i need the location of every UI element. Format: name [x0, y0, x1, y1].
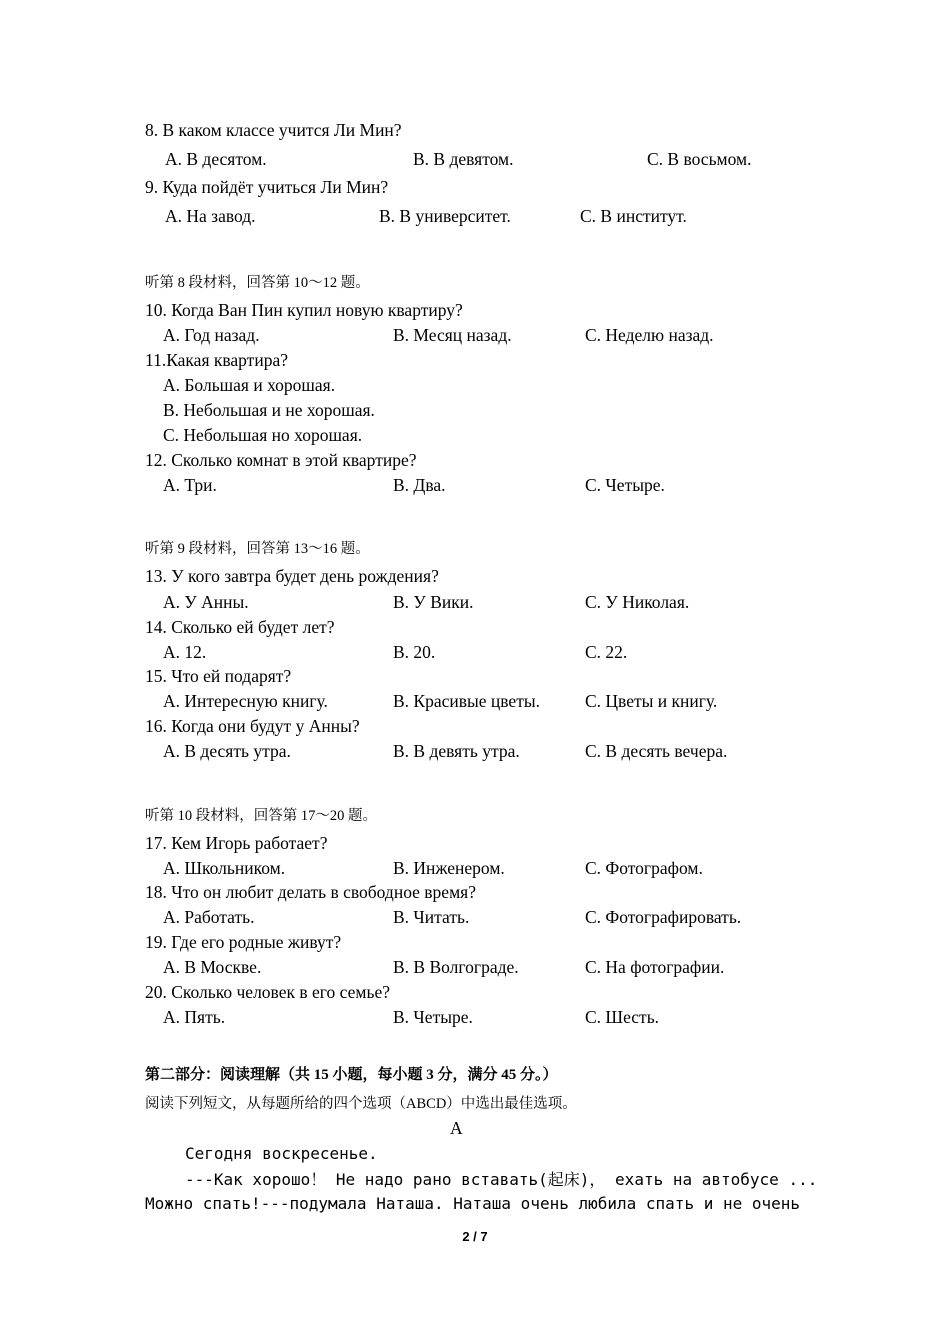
q8-option-b: B. В девятом.: [413, 149, 514, 169]
section-10-instruction: 听第 10 段材料，回答第 17～20 题。: [145, 808, 377, 824]
q9-option-c: C. В институт.: [580, 206, 687, 226]
section-8-instruction: 听第 8 段材料，回答第 10～12 题。: [145, 275, 370, 291]
q19-option-c: C. На фотографии.: [585, 957, 725, 977]
q17-option-a: A. Школьником.: [163, 858, 286, 878]
q10-option-b: B. Месяц назад.: [393, 325, 512, 345]
part-2-instruction: 阅读下列短文，从每题所给的四个选项（ABCD）中选出最佳选项。: [145, 1096, 577, 1112]
q18-option-a: A. Работать.: [163, 907, 255, 927]
q11-option-c: C. Небольшая но хорошая.: [163, 425, 363, 445]
q19-option-a: A. В Москве.: [163, 957, 262, 977]
q8-option-c: C. В восьмом.: [647, 149, 752, 169]
q12-option-b: B. Два.: [393, 475, 446, 495]
q18-option-b: B. Читать.: [393, 907, 470, 927]
q12-option-c: C. Четыре.: [585, 475, 665, 495]
passage-label: A: [450, 1118, 463, 1138]
q14-option-c: C. 22.: [585, 642, 628, 662]
section-9-instruction: 听第 9 段材料，回答第 13～16 题。: [145, 541, 370, 557]
q17-option-c: C. Фотографом.: [585, 858, 703, 878]
q17-option-b: B. Инженером.: [393, 858, 505, 878]
q8-option-a: A. В десятом.: [165, 149, 267, 169]
q10-option-a: A. Год назад.: [163, 325, 260, 345]
part-2-title: 第二部分：阅读理解（共 15 小题，每小题 3 分，满分 45 分。）: [145, 1067, 558, 1083]
question-8: 8. В каком классе учится Ли Мин?: [145, 120, 402, 140]
question-16: 16. Когда они будут у Анны?: [145, 716, 360, 736]
question-10: 10. Когда Ван Пин купил новую квартиру?: [145, 300, 463, 320]
q16-option-a: A. В десять утра.: [163, 741, 291, 761]
q12-option-a: A. Три.: [163, 475, 217, 495]
question-15: 15. Что ей подарят?: [145, 666, 292, 686]
question-12: 12. Сколько комнат в этой квартире?: [145, 450, 417, 470]
passage-line-1: Сегодня воскресенье.: [185, 1144, 378, 1163]
q15-option-c: C. Цветы и книгу.: [585, 691, 718, 711]
q20-option-a: A. Пять.: [163, 1007, 226, 1027]
q16-option-c: C. В десять вечера.: [585, 741, 728, 761]
q14-option-a: A. 12.: [163, 642, 207, 662]
q16-option-b: B. В девять утра.: [393, 741, 520, 761]
q20-option-b: B. Четыре.: [393, 1007, 473, 1027]
question-14: 14. Сколько ей будет лет?: [145, 617, 335, 637]
q9-option-b: B. В университет.: [379, 206, 511, 226]
q19-option-b: B. В Волгограде.: [393, 957, 519, 977]
q13-option-a: A. У Анны.: [163, 592, 249, 612]
question-11: 11.Какая квартира?: [145, 350, 288, 370]
q13-option-b: B. У Вики.: [393, 592, 474, 612]
q10-option-c: C. Неделю назад.: [585, 325, 714, 345]
q18-option-c: C. Фотографировать.: [585, 907, 742, 927]
question-20: 20. Сколько человек в его семье?: [145, 982, 390, 1002]
question-13: 13. У кого завтра будет день рождения?: [145, 566, 439, 586]
page-number: 2 / 7: [462, 1229, 488, 1244]
q9-option-a: A. На завод.: [165, 206, 256, 226]
q14-option-b: B. 20.: [393, 642, 436, 662]
q20-option-c: C. Шесть.: [585, 1007, 660, 1027]
question-18: 18. Что он любит делать в свободное время?: [145, 882, 476, 902]
passage-line-3: Можно спать!---подумала Наташа. Наташа очень любила спать и не очень: [145, 1194, 801, 1213]
question-17: 17. Кем Игорь работает?: [145, 833, 328, 853]
q15-option-b: B. Красивые цветы.: [393, 691, 540, 711]
question-19: 19. Где его родные живут?: [145, 932, 342, 952]
passage-line-2: ---Как хорошо！ Не надо рано вставать(起床)， ехать на автобусе ...: [185, 1170, 818, 1189]
q11-option-a: A. Большая и хорошая.: [163, 375, 336, 395]
q15-option-a: A. Интересную книгу.: [163, 691, 328, 711]
q11-option-b: B. Небольшая и не хорошая.: [163, 400, 375, 420]
q13-option-c: C. У Николая.: [585, 592, 690, 612]
question-9: 9. Куда пойдёт учиться Ли Мин?: [145, 177, 389, 197]
